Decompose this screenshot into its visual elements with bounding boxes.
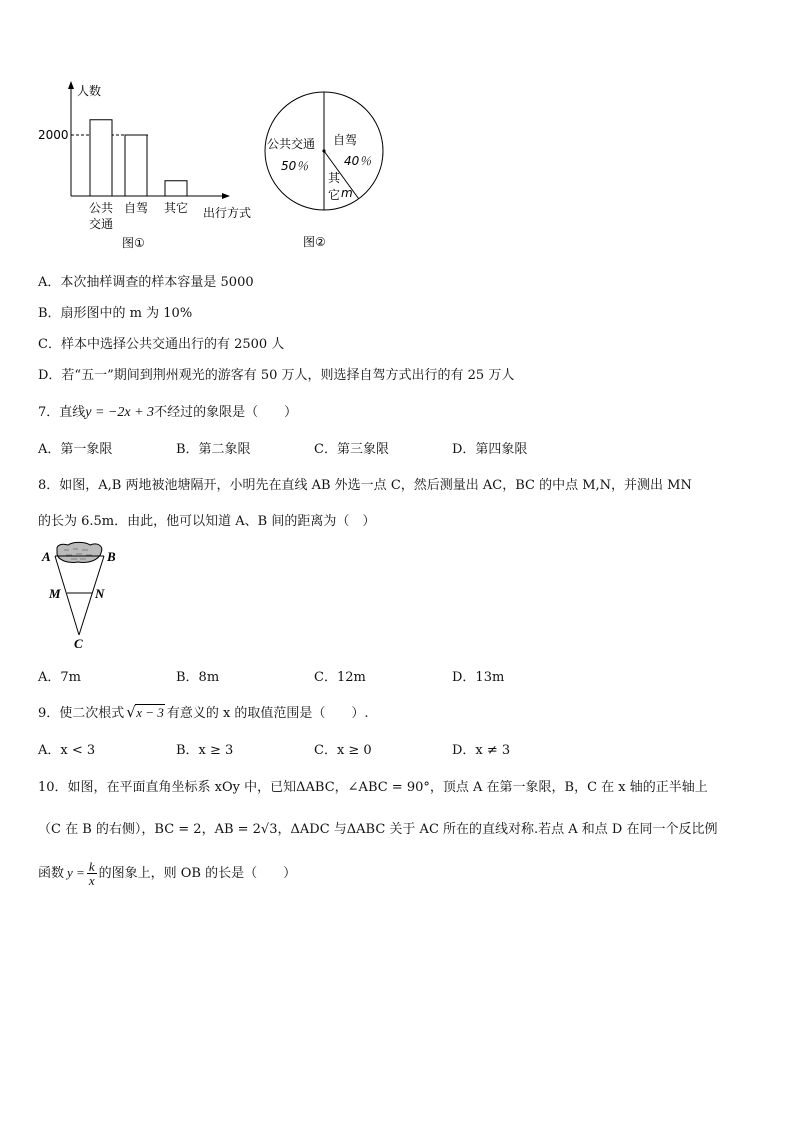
bar-category-label-1-part-2: 交通	[88, 217, 114, 231]
q9-option-a: A．x < 3	[38, 743, 96, 758]
q9-option-c: C．x ≥ 0	[314, 743, 372, 758]
q7-formula: y = −2x + 3	[85, 405, 155, 420]
point-m-label: M	[49, 586, 61, 601]
q10-fraction-denominator: x	[88, 873, 95, 888]
q10-function-y: y =	[67, 865, 85, 880]
pie-label-other-2: 它	[328, 188, 341, 202]
pie-center-dot	[322, 149, 325, 152]
q10-line3-suffix: 的图象上，则 OB 的长是（ ）	[98, 866, 297, 881]
q7-option-c: C．第三象限	[314, 442, 389, 457]
q7-stem-suffix: 不经过的象限是（ ）	[154, 405, 298, 420]
q8-stem-line-1: 8．如图，A,B 两地被池塘隔开，小明先在直线 AB 外选一点 C，然后测量出 AC，BC 的中点 M,N，并测出 MN	[38, 478, 692, 493]
q8-stem-line-2: 的长为 6.5m．由此，他可以知道 A、B 间的距离为（ ）	[38, 514, 376, 529]
q7-stem	[38, 401, 297, 421]
q10-stem-line-2: （C 在 B 的右侧），BC = 2，AB = 2√3，ΔADC 与ΔABC 关于 AC 所在的直线对称.若点 A 和点 D 在同一个反比例	[38, 822, 718, 837]
bar-category-label-1-part-1: 公共	[88, 201, 114, 215]
q10-line3-prefix: 函数	[38, 866, 65, 881]
figure-1-caption: 图①	[122, 236, 145, 250]
pie-label-bus: 公共交通	[267, 137, 316, 151]
bar-category-label-3: 其它	[163, 201, 189, 215]
bar-1	[90, 120, 112, 196]
y-axis-label: 人数	[77, 84, 102, 98]
bar-3	[165, 181, 187, 196]
bar-2	[125, 135, 147, 196]
point-c-label: C	[74, 636, 83, 650]
q6-option-d: D．若“五一”期间到荆州观光的游客有 50 万人，则选择自驾方式出行的有 25 万人	[38, 368, 515, 383]
q9-radicand: x − 3	[136, 705, 164, 720]
q8-figure	[38, 540, 128, 650]
bar-chart-figure	[30, 78, 270, 253]
q9-option-b: B．x ≥ 3	[176, 743, 234, 758]
q10-fraction	[87, 860, 97, 887]
figure-2-caption: 图②	[303, 235, 326, 249]
point-b-label: B	[107, 549, 116, 564]
pie-pct-bus: 50％	[281, 159, 309, 173]
q10-stem-line-3	[38, 860, 296, 887]
q9-stem	[38, 702, 369, 721]
q9-stem-suffix: 有意义的 x 的取值范围是（ ）.	[166, 706, 369, 721]
q10-stem-line-1: 10．如图，在平面直角坐标系 xOy 中，已知ΔABC，∠ABC = 90°，顶点 A 在第一象限，B，C 在 x 轴的正半轴上	[38, 780, 708, 795]
q7-option-a: A．第一象限	[38, 442, 113, 457]
pie-pct-self: 40％	[344, 154, 372, 168]
q6-option-a: A．本次抽样调查的样本容量是 5000	[38, 275, 254, 290]
q8-option-d: D．13m	[452, 670, 505, 685]
q9-option-d: D．x ≠ 3	[452, 743, 511, 758]
bar-category-label-2: 自驾	[123, 201, 149, 215]
q6-option-b: B．扇形图中的 m 为 10%	[38, 306, 193, 321]
q7-stem-prefix: 7．直线	[38, 405, 86, 420]
q10-fraction-numerator: k	[88, 859, 95, 874]
q8-option-a: A．7m	[38, 670, 81, 685]
y-tick-label: 2000	[38, 128, 69, 142]
pie-label-other-1: 其	[328, 171, 341, 185]
q9-radical	[126, 705, 165, 721]
point-a-label: A	[42, 549, 51, 564]
point-n-label: N	[95, 586, 105, 601]
q9-stem-prefix: 9．使二次根式	[38, 706, 125, 721]
pie-label-self: 自驾	[333, 133, 358, 147]
x-axis-label: 出行方式	[203, 206, 252, 220]
pie-label-other-m: m	[341, 186, 353, 200]
q9-radical-sign: √	[126, 703, 136, 721]
q7-option-b: B．第二象限	[176, 442, 251, 457]
q8-option-b: B．8m	[176, 670, 220, 685]
q7-option-d: D．第四象限	[452, 442, 528, 457]
q8-option-c: C．12m	[314, 670, 366, 685]
pond-shape	[57, 542, 102, 562]
q6-option-c: C．样本中选择公共交通出行的有 2500 人	[38, 337, 285, 352]
pie-chart-figure	[258, 86, 393, 256]
